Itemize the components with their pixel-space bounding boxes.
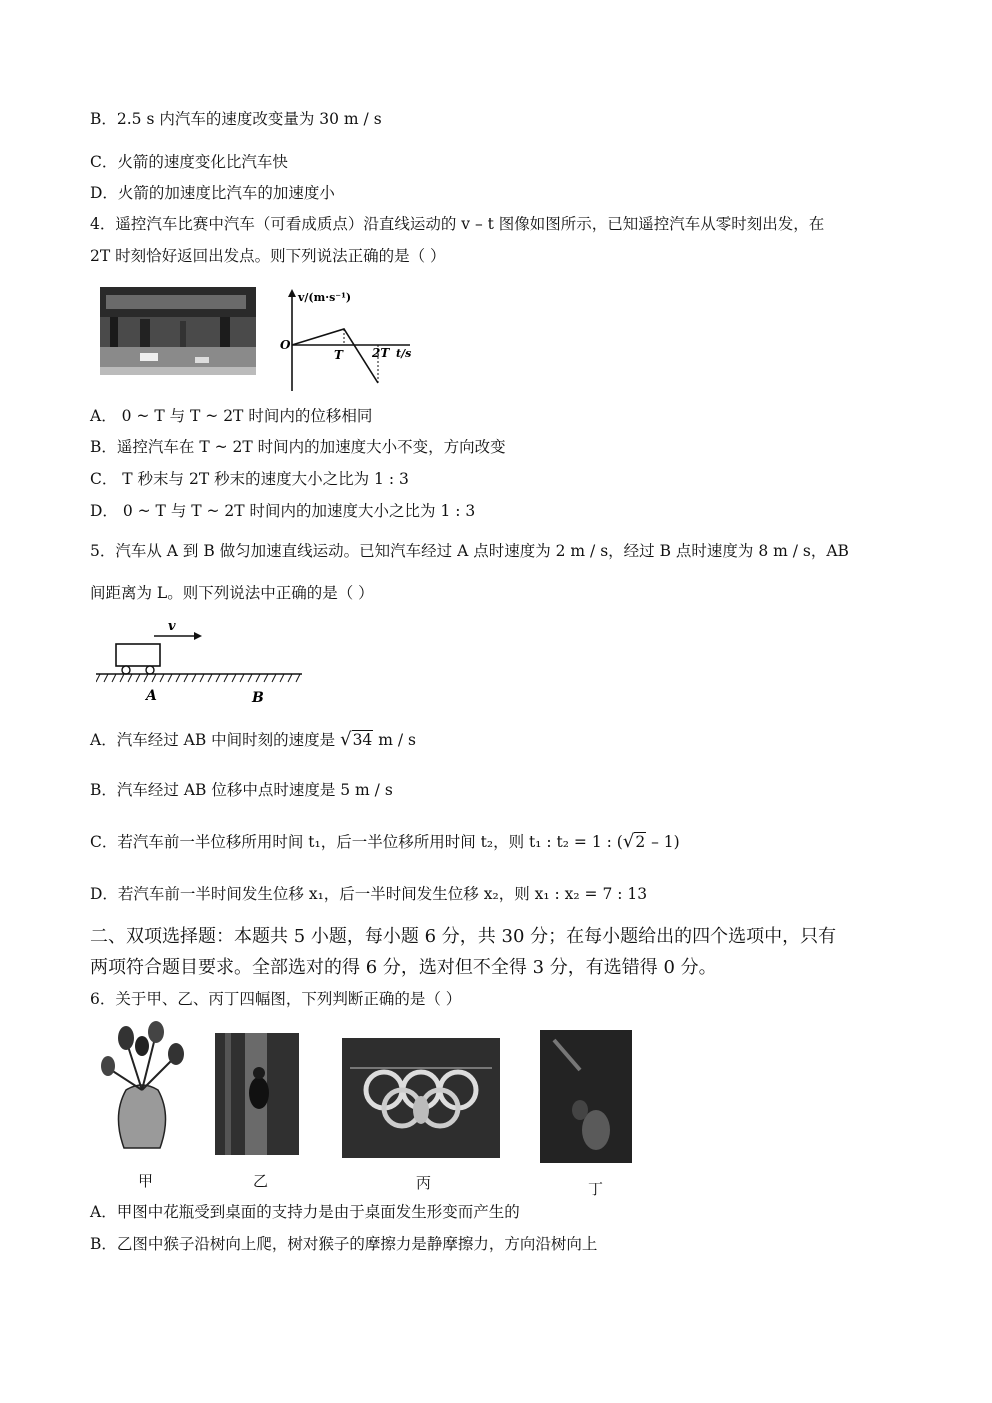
radicand: 34 xyxy=(352,731,373,749)
q4-option-d: D． 0 ~ T 与 T ~ 2T 时间内的加速度大小之比为 1 : 3 xyxy=(90,502,476,520)
caption-yi: 乙 xyxy=(253,1172,269,1190)
q3-option-b: B．2.5 s 内汽车的速度改变量为 30 m / s xyxy=(90,110,382,128)
q5-option-b: B．汽车经过 AB 位移中点时速度是 5 m / s xyxy=(90,781,393,799)
section-2-heading-line-1: 二、双项选择题：本题共 5 小题，每小题 6 分，共 30 分；在每小题给出的四个选项中，只有 xyxy=(90,926,837,947)
q3-option-c: C．火箭的速度变化比汽车快 xyxy=(90,153,288,171)
q4-vt-graph xyxy=(276,287,426,393)
q5-option-c xyxy=(90,831,680,853)
q5-stem-line-1: 5．汽车从 A 到 B 做匀加速直线运动。已知汽车经过 A 点时速度为 2 m / s，经过 B 点时速度为 8 m / s，AB xyxy=(90,542,849,560)
q5-option-a xyxy=(90,729,416,751)
velocity-label: v xyxy=(168,619,176,634)
graph-x-label: t/s xyxy=(396,347,412,360)
athlete-photo xyxy=(540,1030,632,1163)
point-a-label: A xyxy=(146,688,157,704)
q4-stem-line-2: 2T 时刻恰好返回出发点。则下列说法正确的是（ ） xyxy=(90,247,446,265)
caption-bing: 丙 xyxy=(416,1174,432,1192)
q4-option-b: B．遥控汽车在 T ~ 2T 时间内的加速度大小不变，方向改变 xyxy=(90,438,506,456)
point-b-label: B xyxy=(252,690,264,706)
graph-origin-label: O xyxy=(280,338,291,352)
sqrt-sign: √ xyxy=(340,729,352,750)
olympic-rings-photo xyxy=(342,1038,500,1158)
graph-y-label: v/(m·s⁻¹) xyxy=(298,291,352,304)
q5-option-c-text: C．若汽车前一半位移所用时间 t₁，后一半位移所用时间 t₂，则 t₁ : t₂ = 1 : ( xyxy=(90,833,623,851)
q5-option-d: D．若汽车前一半时间发生位移 x₁，后一半时间发生位移 x₂，则 x₁ : x₂ = 7 : 13 xyxy=(90,885,648,903)
graph-t1-label: T xyxy=(334,348,343,362)
q4-option-c: C． T 秒末与 2T 秒末的速度大小之比为 1 : 3 xyxy=(90,470,409,488)
caption-jia: 甲 xyxy=(138,1172,154,1190)
q5-car-figure xyxy=(96,614,306,706)
q5-option-a-unit: m / s xyxy=(373,731,416,749)
sqrt-sign: √ xyxy=(622,831,635,852)
graph-t2-label: 2T xyxy=(372,346,390,360)
q6-stem: 6．关于甲、乙、丙丁四幅图，下列判断正确的是（ ） xyxy=(90,990,462,1008)
section-2-heading-line-2: 两项符合题目要求。全部选对的得 6 分，选对但不全得 3 分，有选错得 0 分。 xyxy=(90,957,717,978)
q4-stem-line-1: 4．遥控汽车比赛中汽车（可看成质点）沿直线运动的 v – t 图像如图所示，已知遥控汽车从零时刻出发，在 xyxy=(90,215,825,233)
caption-ding: 丁 xyxy=(588,1180,604,1198)
rc-car-race-photo xyxy=(100,287,256,375)
q4-option-a: A． 0 ~ T 与 T ~ 2T 时间内的位移相同 xyxy=(90,407,373,425)
vase-photo xyxy=(96,1020,188,1156)
radicand: 2 xyxy=(635,833,646,851)
q6-option-a: A．甲图中花瓶受到桌面的支持力是由于桌面发生形变而产生的 xyxy=(90,1203,520,1221)
monkey-tree-photo xyxy=(215,1033,299,1155)
q3-option-d: D．火箭的加速度比汽车的加速度小 xyxy=(90,184,335,202)
q5-option-a-text: A．汽车经过 AB 中间时刻的速度是 xyxy=(90,731,336,749)
q5-option-c-end: – 1) xyxy=(646,833,680,851)
q5-stem-line-2: 间距离为 L。则下列说法中正确的是（ ） xyxy=(90,584,374,602)
q6-option-b: B．乙图中猴子沿树向上爬，树对猴子的摩擦力是静摩擦力，方向沿树向上 xyxy=(90,1235,598,1253)
